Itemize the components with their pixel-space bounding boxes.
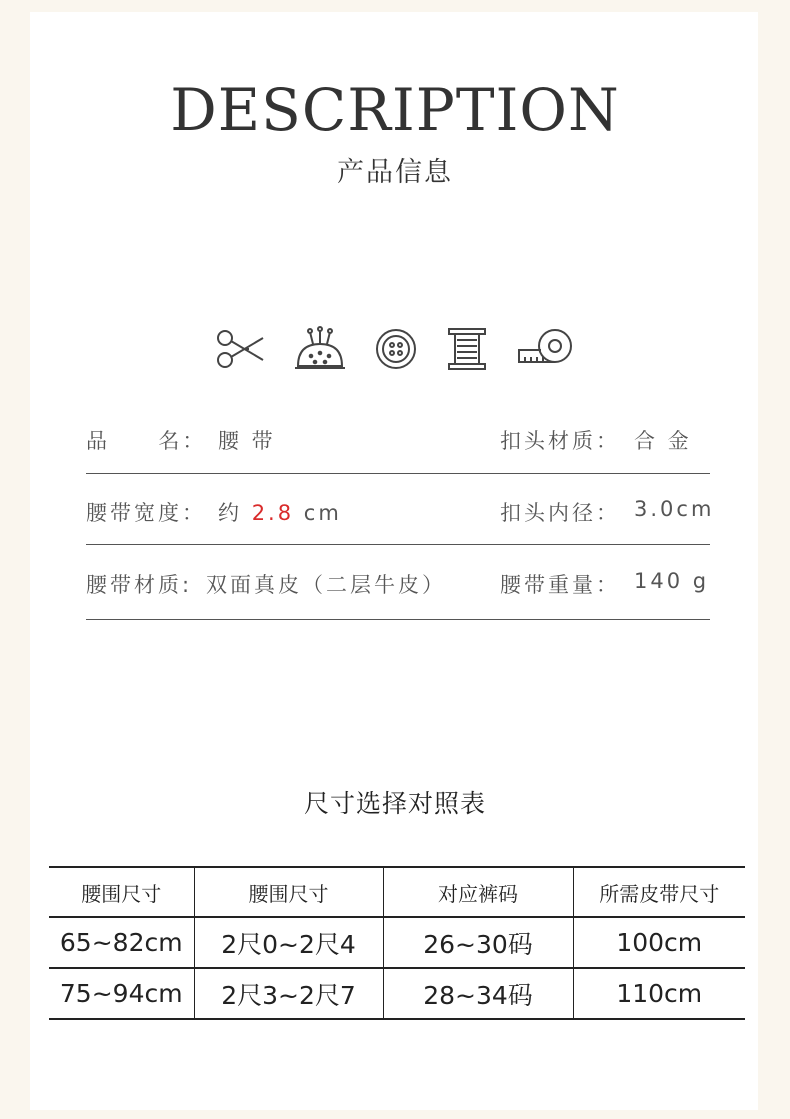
- buckle-inner-value: 3.0cm: [634, 497, 715, 521]
- buckle-material-value: 合 金: [634, 429, 692, 453]
- spec-row-material: [86, 569, 710, 599]
- spec-row-name: [86, 425, 710, 455]
- table-cell: 100cm: [573, 917, 745, 968]
- table-cell: 65~82cm: [49, 917, 194, 968]
- page-subtitle: 产品信息: [337, 157, 453, 188]
- divider: [86, 473, 710, 474]
- width-value-group: [218, 497, 342, 527]
- tape-measure-icon: [515, 326, 575, 372]
- width-unit: cm: [303, 501, 342, 525]
- thread-spool-icon: [445, 326, 489, 372]
- table-cell: 26~30码: [383, 917, 573, 968]
- name-label: 品 名：: [86, 429, 207, 453]
- belt-material-label: 腰带材质:: [86, 573, 193, 597]
- table-row: [49, 917, 745, 968]
- pincushion-icon: [293, 326, 347, 372]
- weight-value: 140 g: [634, 569, 710, 593]
- scissors-icon: [215, 326, 267, 372]
- header-pants-size: 对应裤码: [383, 867, 573, 917]
- buckle-inner-label: 扣头内径：: [500, 501, 620, 525]
- name-value: 腰 带: [218, 429, 276, 453]
- spec-row-width: [86, 497, 715, 527]
- table-cell: 110cm: [573, 968, 745, 1019]
- width-label: 腰带宽度：: [86, 501, 206, 525]
- buckle-material-label: 扣头材质：: [500, 429, 620, 453]
- width-value: 2.8: [251, 501, 295, 525]
- divider: [86, 619, 710, 620]
- table-row: [49, 968, 745, 1019]
- size-chart-table: [49, 866, 745, 1020]
- belt-material-value: 双面真皮（二层牛皮）: [206, 573, 446, 597]
- size-chart-title: 尺寸选择对照表: [303, 789, 486, 818]
- table-cell: 2尺3~2尺7: [194, 968, 383, 1019]
- table-cell: 28~34码: [383, 968, 573, 1019]
- table-cell: 75~94cm: [49, 968, 194, 1019]
- width-prefix: 约: [218, 501, 242, 525]
- header-waist-cm: 腰围尺寸: [49, 867, 194, 917]
- header-waist-chi: 腰围尺寸: [194, 867, 383, 917]
- weight-label: 腰带重量：: [500, 573, 620, 597]
- button-icon: [373, 326, 419, 372]
- page-title: DESCRIPTION: [170, 76, 620, 144]
- divider: [86, 544, 710, 545]
- size-table-header: [49, 867, 745, 917]
- header-belt-length: 所需皮带尺寸: [573, 867, 745, 917]
- icon-row: [0, 326, 790, 376]
- table-cell: 2尺0~2尺4: [194, 917, 383, 968]
